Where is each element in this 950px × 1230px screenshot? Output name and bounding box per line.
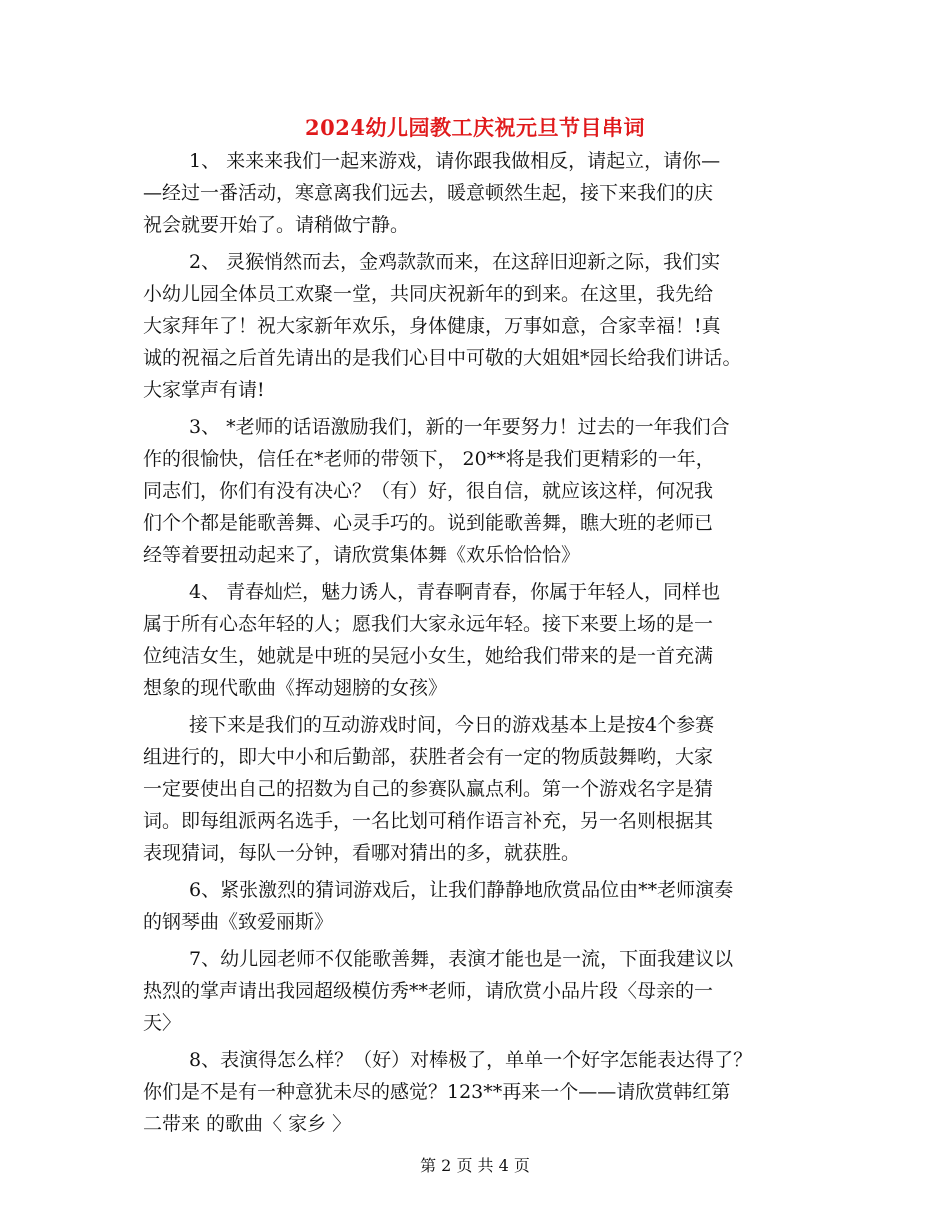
paragraph-line: 的钢琴曲《致爱丽斯》 <box>143 911 334 933</box>
paragraph-line: 诚的祝福之后首先请出的是我们心目中可敬的大姐姐*园长给我们讲话。 <box>143 347 742 369</box>
paragraph-line: 大家拜年了！祝大家新年欢乐，身体健康，万事如意，合家幸福！!真 <box>143 315 721 337</box>
paragraph-3 <box>143 411 823 571</box>
paragraph-line: 7、幼儿园老师不仅能歌善舞，表演才能也是一流，下面我建议以 <box>189 948 734 970</box>
paragraph-line: 你们是不是有一种意犹未尽的感觉？123**再来一个——请欣赏韩红第 <box>143 1081 731 1103</box>
paragraph-line: 3、 *老师的话语激励我们，新的一年要努力！过去的一年我们合 <box>189 416 730 438</box>
paragraph-7 <box>143 943 823 1039</box>
paragraph-line: 二带来 的歌曲〈 家乡 〉 <box>143 1113 352 1135</box>
document-title: 2024幼儿园教工庆祝元旦节目串词 <box>305 115 645 140</box>
paragraph-line: 4、 青春灿烂，魅力诱人，青春啊青春，你属于年轻人，同样也 <box>189 581 721 603</box>
paragraph-1 <box>143 145 823 241</box>
paragraph-8 <box>143 1044 823 1140</box>
paragraph-6 <box>143 874 823 938</box>
paragraph-line: 表现猜词，每队一分钟，看哪对猜出的多，就获胜。 <box>143 842 581 864</box>
page-number-footer: 第 2 页 共 4 页 <box>420 1156 530 1175</box>
paragraph-line: —经过一番活动，寒意离我们远去，暖意顿然生起，接下来我们的庆 <box>143 182 714 204</box>
paragraph-line: 组进行的，即大中小和后勤部，获胜者会有一定的物质鼓舞哟，大家 <box>143 746 714 768</box>
paragraph-line: 一定要使出自己的招数为自己的参赛队赢点利。第一个游戏名字是猜 <box>143 778 714 800</box>
paragraph-line: 们个个都是能歌善舞、心灵手巧的。说到能歌善舞，瞧大班的老师已 <box>143 512 714 534</box>
paragraph-line: 天〉 <box>143 1012 182 1034</box>
paragraph-line: 经等着要扭动起来了，请欣赏集体舞《欢乐恰恰恰》 <box>143 544 581 566</box>
paragraph-line: 作的很愉快，信任在*老师的带领下， 20**将是我们更精彩的一年， <box>143 448 715 470</box>
paragraph-line: 6、紧张激烈的猜词游戏后，让我们静静地欣赏品位由**老师演奏 <box>189 879 734 901</box>
paragraph-line: 1、 来来来我们一起来游戏，请你跟我做相反，请起立，请你— <box>189 150 721 172</box>
document-body <box>143 145 823 1140</box>
paragraph-line: 小幼儿园全体员工欢聚一堂，共同庆祝新年的到来。在这里，我先给 <box>143 283 714 305</box>
paragraph-2 <box>143 246 823 406</box>
paragraph-5 <box>143 709 823 869</box>
paragraph-line: 想象的现代歌曲《挥动翅膀的女孩》 <box>143 677 448 699</box>
paragraph-line: 位纯洁女生，她就是中班的吴冠小女生，她给我们带来的是一首充满 <box>143 645 714 667</box>
paragraph-line: 词。即每组派两名选手，一名比划可稍作语言补充，另一名则根据其 <box>143 810 714 832</box>
paragraph-line: 祝会就要开始了。请稍做宁静。 <box>143 214 410 236</box>
paragraph-line: 同志们，你们有没有决心？（有）好，很自信，就应该这样，何况我 <box>143 480 714 502</box>
paragraph-line: 属于所有心态年轻的人；愿我们大家永远年轻。接下来要上场的是一 <box>143 613 714 635</box>
paragraph-line: 接下来是我们的互动游戏时间，今日的游戏基本上是按4个参赛 <box>189 714 715 736</box>
paragraph-line: 热烈的掌声请出我园超级模仿秀**老师，请欣赏小品片段〈母亲的一 <box>143 980 714 1002</box>
paragraph-line: 2、 灵猴悄然而去，金鸡款款而来，在这辞旧迎新之际，我们实 <box>189 251 721 273</box>
paragraph-line: 大家掌声有请! <box>143 379 265 401</box>
paragraph-4 <box>143 576 823 704</box>
paragraph-line: 8、表演得怎么样？（好）对棒极了，单单一个好字怎能表达得了？ <box>189 1049 753 1071</box>
